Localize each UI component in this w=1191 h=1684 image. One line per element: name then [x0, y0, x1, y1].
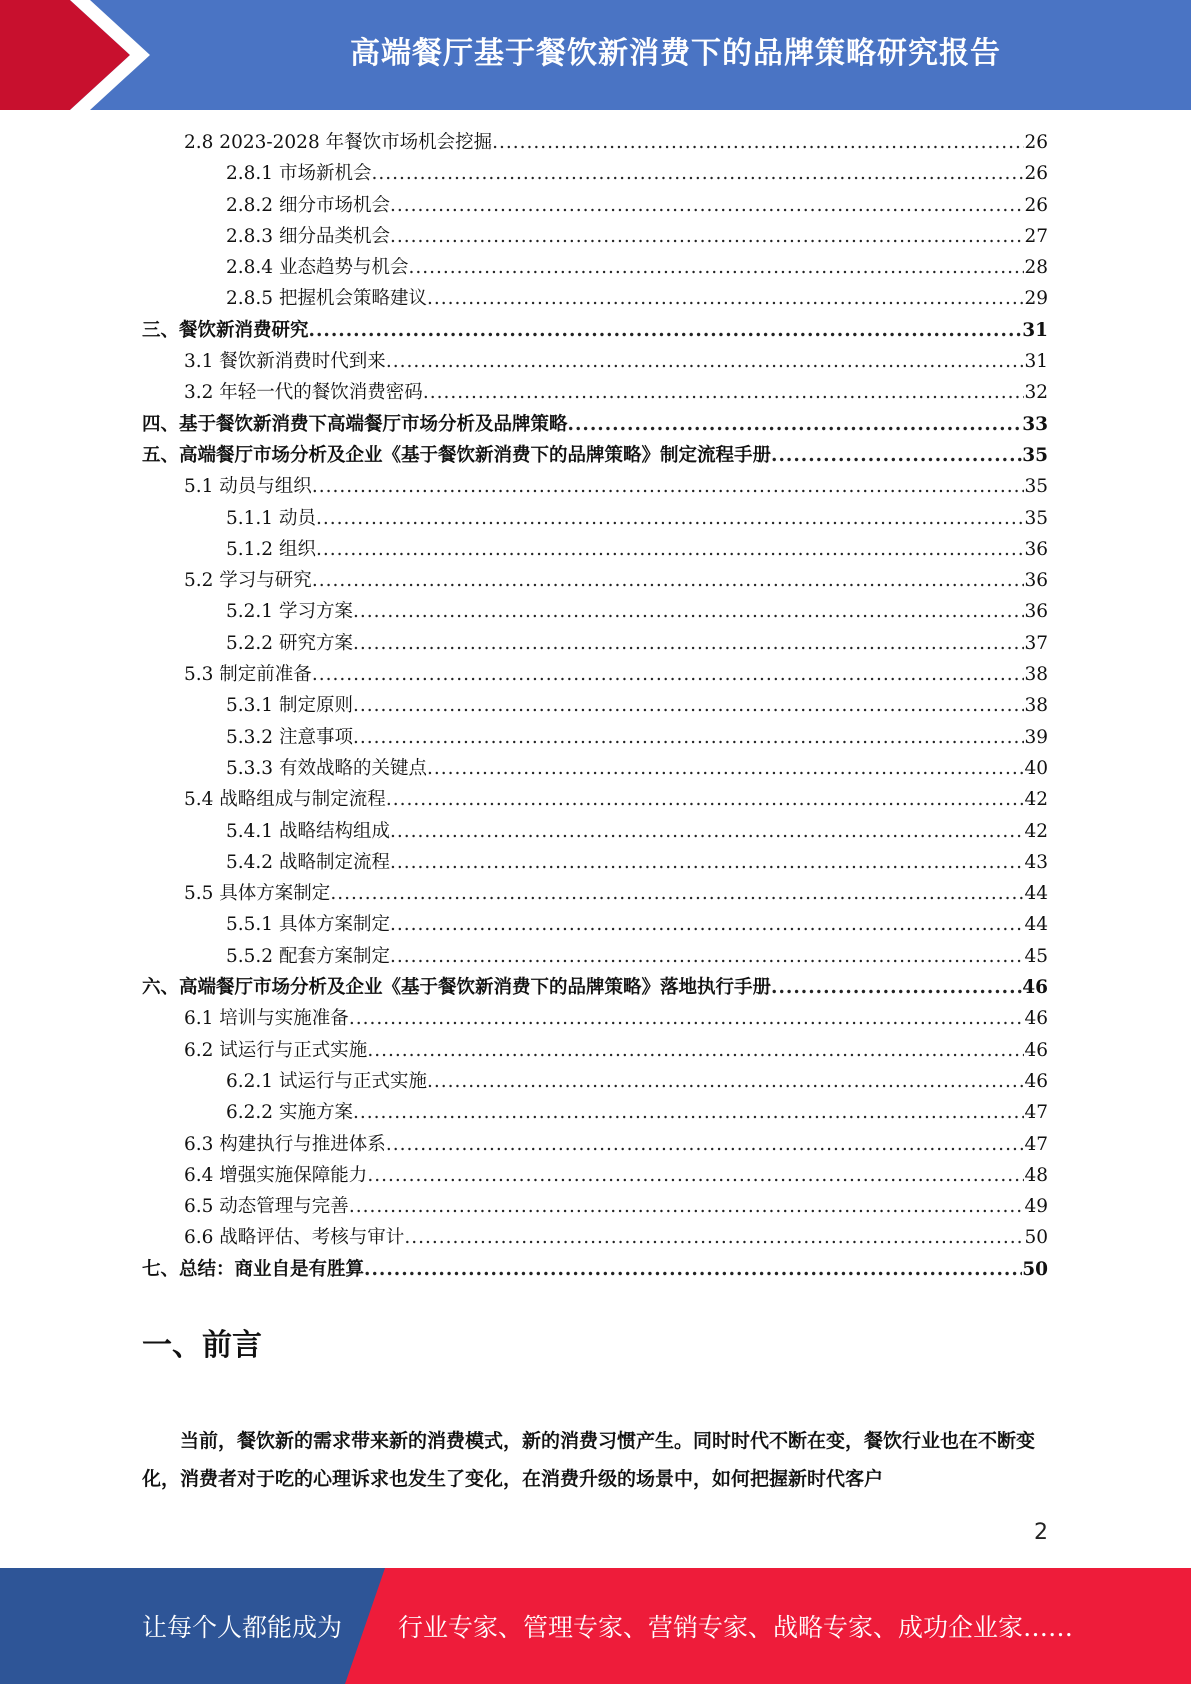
toc-entry-page: 28 [1024, 257, 1048, 279]
toc-entry-page: 50 [1024, 1227, 1048, 1249]
toc-entry-page: 35 [1024, 507, 1048, 529]
toc-entry[interactable] [142, 1097, 1048, 1128]
toc-entry-page: 31 [1024, 351, 1048, 373]
toc-entry[interactable] [142, 221, 1048, 252]
toc-entry-title: 6.1 培训与实施准备 [184, 1008, 349, 1030]
toc-entry-page: 26 [1024, 132, 1048, 153]
toc-dot-leader [312, 471, 1025, 502]
toc-dot-leader [771, 440, 1022, 471]
toc-entry-title: 五、高端餐厅市场分析及企业《基于餐饮新消费下的品牌策略》制定流程手册 [142, 444, 772, 466]
page-header [0, 0, 1191, 110]
toc-entry-page: 26 [1024, 163, 1048, 185]
page-number: 2 [1034, 1520, 1048, 1545]
toc-dot-leader [353, 690, 1025, 721]
toc-entry-page: 33 [1022, 413, 1048, 435]
toc-entry-title: 5.5.1 具体方案制定 [226, 914, 390, 936]
toc-dot-leader [390, 909, 1024, 940]
toc-entry[interactable] [142, 471, 1048, 502]
toc-entry-title: 6.2.2 实施方案 [226, 1102, 353, 1124]
toc-entry-page: 38 [1024, 695, 1048, 717]
toc-entry[interactable] [142, 346, 1048, 377]
toc-entry[interactable] [142, 283, 1048, 314]
toc-dot-leader [568, 409, 1023, 440]
toc-entry-page: 47 [1024, 1102, 1048, 1124]
toc-entry-title: 5.3.3 有效战略的关键点 [226, 757, 427, 779]
toc-entry-page: 42 [1024, 789, 1048, 811]
toc-entry-page: 49 [1024, 1196, 1048, 1218]
report-title: 高端餐厅基于餐饮新消费下的品牌策略研究报告 [350, 36, 1001, 71]
toc-entry[interactable] [142, 1035, 1048, 1066]
toc-entry[interactable] [142, 941, 1048, 972]
page-footer [0, 1568, 1191, 1684]
toc-entry-page: 46 [1024, 1008, 1048, 1030]
toc-dot-leader [386, 346, 1025, 377]
toc-entry[interactable] [142, 190, 1048, 221]
footer-slogan-right: 行业专家、管理专家、营销专家、战略专家、成功企业家…… [398, 1613, 1074, 1642]
toc-entry-title: 5.3.2 注意事项 [226, 726, 353, 748]
toc-entry[interactable] [142, 722, 1048, 753]
toc-dot-leader [404, 1222, 1024, 1253]
toc-entry-page: 26 [1024, 194, 1048, 216]
toc-dot-leader [316, 503, 1025, 534]
toc-entry-page: 46 [1024, 1070, 1048, 1092]
toc-entry-page: 40 [1024, 757, 1048, 779]
toc-entry-page: 47 [1024, 1133, 1048, 1155]
toc-entry-title: 6.5 动态管理与完善 [184, 1196, 349, 1218]
toc-entry-page: 46 [1024, 1039, 1048, 1061]
toc-entry-page: 38 [1024, 664, 1048, 686]
toc-entry-title: 5.2 学习与研究 [184, 570, 312, 592]
toc-entry-title: 四、基于餐饮新消费下高端餐厅市场分析及品牌策略 [142, 413, 568, 435]
toc-dot-leader [309, 315, 1023, 346]
toc-entry-title: 5.4.2 战略制定流程 [226, 851, 390, 873]
toc-entry[interactable] [142, 1254, 1048, 1285]
toc-entry-title: 5.2.1 学习方案 [226, 601, 353, 623]
toc-entry-title: 2.8.4 业态趋势与机会 [226, 257, 409, 279]
toc-entry[interactable] [142, 409, 1048, 440]
toc-dot-leader [353, 1097, 1025, 1128]
toc-entry-page: 31 [1022, 319, 1048, 341]
toc-entry[interactable] [142, 158, 1048, 189]
toc-dot-leader [386, 784, 1025, 815]
toc-entry-page: 50 [1022, 1258, 1048, 1280]
table-of-contents [142, 127, 1048, 1285]
toc-entry-page: 35 [1024, 476, 1048, 498]
toc-dot-leader [353, 628, 1025, 659]
toc-entry[interactable] [142, 252, 1048, 283]
toc-entry[interactable] [142, 596, 1048, 627]
toc-entry[interactable] [142, 784, 1048, 815]
toc-entry-title: 2.8.2 细分市场机会 [226, 194, 390, 216]
toc-entry-page: 37 [1024, 632, 1048, 654]
toc-entry-title: 5.1.2 组织 [226, 538, 316, 560]
toc-entry-page: 36 [1024, 601, 1048, 623]
toc-entry[interactable] [142, 628, 1048, 659]
toc-entry-page: 36 [1024, 538, 1048, 560]
toc-entry[interactable] [142, 659, 1048, 690]
toc-entry-title: 6.3 构建执行与推进体系 [184, 1133, 386, 1155]
toc-entry[interactable] [142, 440, 1048, 471]
toc-entry-page: 27 [1024, 225, 1048, 247]
toc-entry-page: 35 [1022, 444, 1048, 466]
toc-entry-page: 43 [1024, 851, 1048, 873]
toc-entry[interactable] [142, 1222, 1048, 1253]
toc-entry-title: 5.1.1 动员 [226, 507, 316, 529]
toc-dot-leader [330, 878, 1024, 909]
toc-dot-leader [386, 1129, 1025, 1160]
toc-dot-leader [427, 1066, 1024, 1097]
toc-dot-leader [427, 753, 1024, 784]
toc-entry-page: 44 [1024, 914, 1048, 936]
toc-entry-page: 32 [1024, 382, 1048, 404]
toc-dot-leader [427, 283, 1024, 314]
toc-dot-leader [492, 127, 1024, 158]
toc-dot-leader [390, 221, 1024, 252]
toc-entry[interactable] [142, 816, 1048, 847]
toc-entry-title: 5.3 制定前准备 [184, 664, 312, 686]
toc-entry-title: 5.4.1 战略结构组成 [226, 820, 390, 842]
toc-entry-title: 七、总结：商业自是有胜算 [142, 1258, 365, 1280]
toc-dot-leader [312, 659, 1025, 690]
toc-entry-title: 5.1 动员与组织 [184, 476, 312, 498]
toc-entry-page: 36 [1024, 570, 1048, 592]
toc-dot-leader [408, 252, 1024, 283]
toc-dot-leader [353, 722, 1025, 753]
toc-entry-title: 6.2.1 试运行与正式实施 [226, 1070, 427, 1092]
toc-entry[interactable] [142, 127, 1048, 158]
toc-dot-leader [390, 816, 1024, 847]
toc-entry-title: 2.8 2023-2028 年餐饮市场机会挖掘 [184, 132, 493, 153]
toc-dot-leader [312, 565, 1025, 596]
toc-entry[interactable] [142, 753, 1048, 784]
footer-slogan-left: 让每个人都能成为 [142, 1613, 343, 1642]
toc-entry[interactable] [142, 534, 1048, 565]
toc-dot-leader [353, 596, 1025, 627]
toc-dot-leader [367, 1035, 1024, 1066]
toc-entry[interactable] [142, 847, 1048, 878]
toc-entry-page: 46 [1022, 977, 1048, 999]
toc-entry[interactable] [142, 1160, 1048, 1191]
toc-entry-title: 5.4 战略组成与制定流程 [184, 789, 386, 811]
toc-entry-page: 29 [1024, 288, 1048, 310]
toc-dot-leader [390, 190, 1024, 221]
intro-paragraph: 当前，餐饮新的需求带来新的消费模式，新的消费习惯产生。同时时代不断在变，餐饮行业也在不断变化，消费者对于吃的心理诉求也发生了变化，在消费升级的场景中，如何把握新时代客户 [142, 1430, 1036, 1490]
toc-dot-leader [371, 158, 1024, 189]
toc-entry[interactable] [142, 690, 1048, 721]
toc-entry-title: 3.2 年轻一代的餐饮消费密码 [184, 382, 423, 404]
toc-entry-page: 45 [1024, 945, 1048, 967]
toc-entry-title: 2.8.1 市场新机会 [226, 163, 372, 185]
toc-dot-leader [423, 377, 1025, 408]
toc-dot-leader [316, 534, 1025, 565]
toc-entry[interactable] [142, 909, 1048, 940]
toc-entry[interactable] [142, 503, 1048, 534]
toc-entry[interactable] [142, 1129, 1048, 1160]
toc-entry-title: 6.6 战略评估、考核与审计 [184, 1227, 405, 1249]
toc-entry[interactable] [142, 315, 1048, 346]
toc-entry-title: 六、高端餐厅市场分析及企业《基于餐饮新消费下的品牌策略》落地执行手册 [142, 977, 772, 999]
section-heading: 一、前言 [142, 1328, 262, 1363]
toc-entry-title: 三、餐饮新消费研究 [142, 319, 309, 341]
toc-entry-page: 39 [1024, 726, 1048, 748]
toc-dot-leader [349, 1003, 1025, 1034]
toc-dot-leader [349, 1191, 1025, 1222]
toc-entry[interactable] [142, 377, 1048, 408]
toc-entry-title: 5.5.2 配套方案制定 [226, 945, 390, 967]
toc-entry-title: 6.4 增强实施保障能力 [184, 1164, 368, 1186]
toc-dot-leader [367, 1160, 1024, 1191]
toc-entry-title: 5.3.1 制定原则 [226, 695, 353, 717]
toc-entry-title: 3.1 餐饮新消费时代到来 [184, 351, 386, 373]
toc-entry-page: 42 [1024, 820, 1048, 842]
toc-entry-page: 44 [1024, 883, 1048, 905]
toc-entry-title: 5.2.2 研究方案 [226, 632, 353, 654]
toc-entry[interactable] [142, 972, 1048, 1003]
toc-dot-leader [364, 1254, 1022, 1285]
toc-entry[interactable] [142, 1066, 1048, 1097]
toc-dot-leader [771, 972, 1022, 1003]
toc-entry-title: 6.2 试运行与正式实施 [184, 1039, 368, 1061]
toc-entry[interactable] [142, 1003, 1048, 1034]
toc-entry-title: 2.8.3 细分品类机会 [226, 225, 390, 247]
toc-entry[interactable] [142, 878, 1048, 909]
toc-entry-title: 5.5 具体方案制定 [184, 883, 331, 905]
toc-entry-page: 48 [1024, 1164, 1048, 1186]
toc-entry[interactable] [142, 565, 1048, 596]
toc-dot-leader [390, 847, 1024, 878]
toc-entry-title: 2.8.5 把握机会策略建议 [226, 288, 427, 310]
toc-entry[interactable] [142, 1191, 1048, 1222]
toc-dot-leader [390, 941, 1024, 972]
